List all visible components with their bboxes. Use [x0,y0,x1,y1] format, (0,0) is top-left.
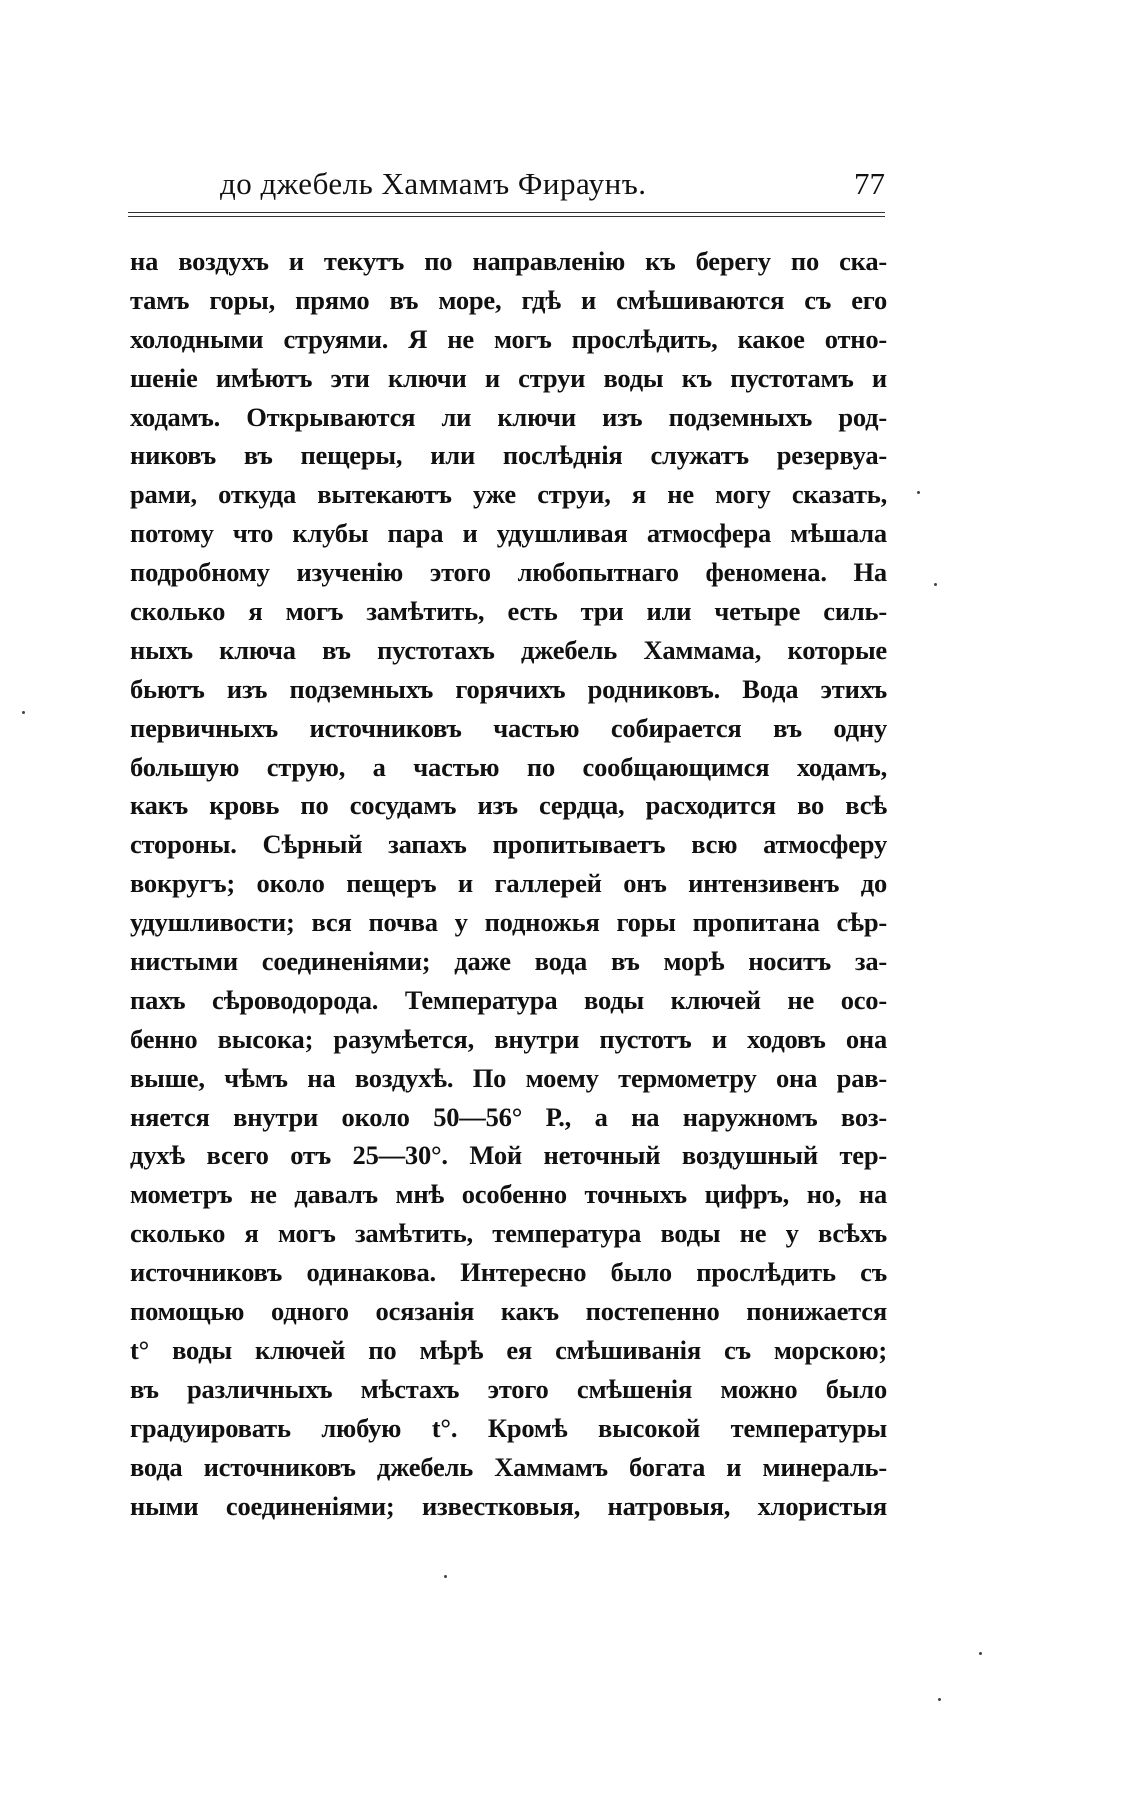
header-rule-lower [128,216,885,217]
scan-speck [22,711,25,714]
text-line: рами, откуда вытекаютъ уже струи, я не могу сказать, [130,479,887,510]
text-line: на воздухъ и текутъ по направленію къ берегу по ска- [130,246,887,276]
scan-speck [979,1652,982,1655]
text-line: вокругъ; около пещеръ и галлерей онъ интензивенъ до [130,868,887,899]
page-number: 77 [854,166,885,201]
text-line: тамъ горы, прямо въ море, гдѣ и смѣшиваются съ его [130,284,887,315]
running-head-title: до джебель Хаммамъ Фираунъ. [220,166,647,201]
text-line: въ различныхъ мѣстахъ этого смѣшенія можно было [130,1373,887,1404]
text-line: шеніе имѣютъ эти ключи и струи воды къ пустотамъ и [130,362,887,393]
text-line: бенно высока; разумѣется, внутри пустотъ и ходовъ она [130,1023,887,1054]
text-line: сколько я могъ замѣтить, есть три или четыре силь- [130,596,887,627]
text-line: духѣ всего отъ 25—30°. Мой неточный воздушный тер- [130,1140,887,1171]
text-line: помощью одного осязанія какъ постепенно понижается [130,1296,887,1327]
text-line: большую струю, а частью по сообщающимся ходамъ, [130,751,887,782]
text-line: ходамъ. Открываются ли ключи изъ подземныхъ род- [130,401,887,432]
text-line: никовъ въ пещеры, или послѣднія служатъ резервуа- [130,440,887,471]
text-line: сколько я могъ замѣтить, температура воды не у всѣхъ [130,1218,887,1249]
running-head [128,166,885,216]
body-text [130,242,887,1525]
scan-speck [444,1575,447,1578]
text-line: няется внутри около 50—56° Р., а на наружномъ воз- [130,1101,887,1132]
text-line: первичныхъ источниковъ частью собирается въ одну [130,712,887,743]
text-line: нистыми соединеніями; даже вода въ морѣ носитъ за- [130,946,887,977]
text-line: подробному изученію этого любопытнаго феномена. На [130,557,887,588]
text-line: выше, чѣмъ на воздухѣ. По моему термометру она рав- [130,1062,887,1093]
text-line: стороны. Сѣрный запахъ пропитываетъ всю атмосферу [130,829,887,860]
text-line: ными соединеніями; известковыя, натровыя, хлористыя [130,1490,887,1521]
text-line: t° воды ключей по мѣрѣ ея смѣшиванія съ морскою; [130,1334,887,1365]
scan-speck [917,491,920,494]
text-line: источниковъ одинакова. Интересно было прослѣдить съ [130,1257,887,1288]
text-line: холодными струями. Я не могъ прослѣдить, какое отно- [130,323,887,354]
text-line: градуировать любую t°. Кромѣ высокой температуры [130,1412,887,1443]
header-rule [128,212,885,213]
scan-speck [934,583,937,586]
text-line: какъ кровь по сосудамъ изъ сердца, расходится во всѣ [130,790,887,821]
text-line: ныхъ ключа въ пустотахъ джебель Хаммама, которые [130,634,887,665]
scan-speck [938,1698,941,1701]
text-line: мометръ не давалъ мнѣ особенно точныхъ цифръ, но, на [130,1179,887,1210]
text-line: потому что клубы пара и удушливая атмосфера мѣшала [130,518,887,549]
text-line: бьютъ изъ подземныхъ горячихъ родниковъ. Вода этихъ [130,673,887,704]
text-line: вода источниковъ джебель Хаммамъ богата и минераль- [130,1451,887,1482]
text-line: удушливости; вся почва у подножья горы пропитана сѣр- [130,907,887,938]
text-line: пахъ сѣроводорода. Температура воды ключей не осо- [130,984,887,1015]
